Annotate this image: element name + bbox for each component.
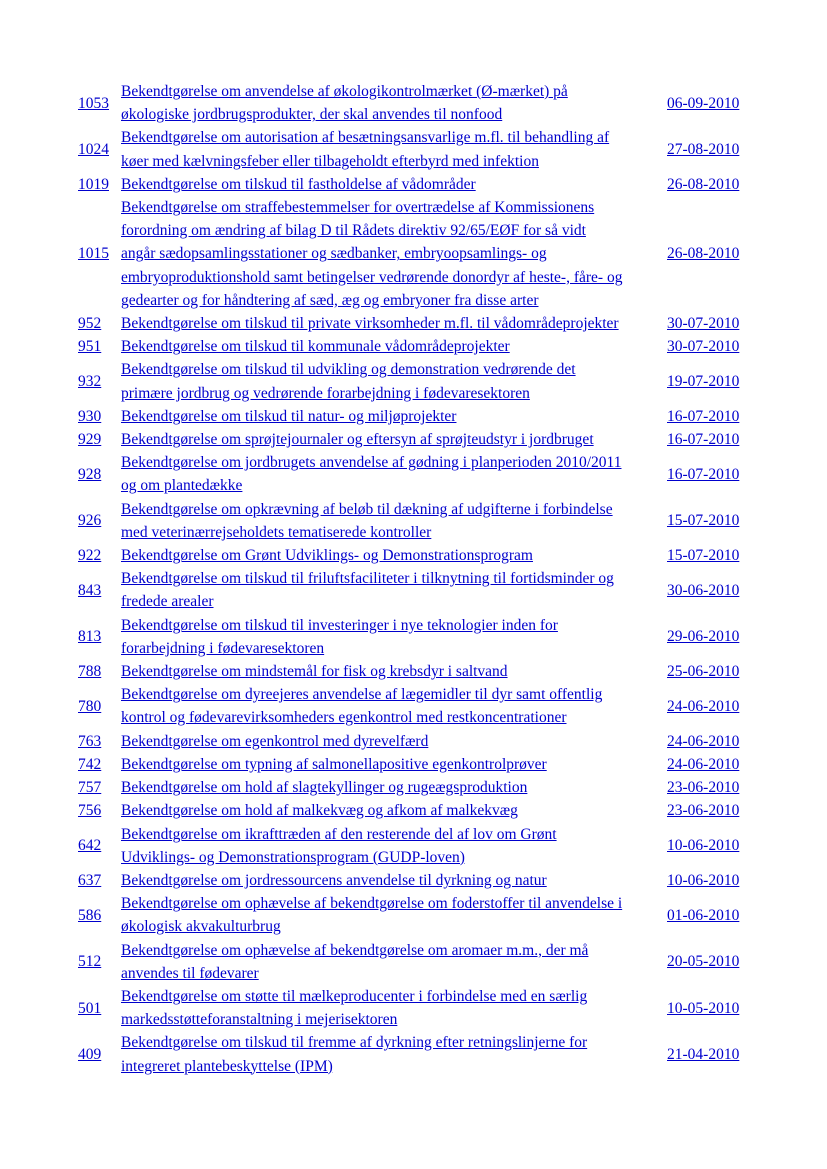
regulation-date-link[interactable]: 20-05-2010	[667, 953, 740, 971]
regulation-number-link[interactable]: 813	[78, 628, 102, 646]
regulation-title-link[interactable]: Bekendtgørelse om sprøjtejournaler og eftersyn af sprøjteudstyr i jordbruget	[121, 431, 594, 449]
regulation-title-link[interactable]: Bekendtgørelse om anvendelse af økologikontrolmærket (Ø-mærket) på økologiske jordbrugsprodukter, der skal anvendes til nonfood	[121, 83, 568, 124]
regulation-number-link[interactable]: 763	[78, 732, 102, 750]
regulation-date-link[interactable]: 06-09-2010	[667, 94, 740, 112]
regulation-title-link[interactable]: Bekendtgørelse om Grønt Udviklings- og Demonstrationsprogram	[121, 547, 533, 565]
regulation-title-link[interactable]: Bekendtgørelse om tilskud til kommunale vådområdeprojekter	[121, 338, 510, 356]
regulation-title-link[interactable]: Bekendtgørelse om tilskud til natur- og miljøprojekter	[121, 407, 457, 425]
regulation-number-link[interactable]: 637	[78, 871, 102, 889]
table-row	[78, 823, 750, 869]
table-row	[78, 173, 750, 196]
regulation-number-link[interactable]: 501	[78, 999, 102, 1017]
regulation-number-link[interactable]: 843	[78, 581, 102, 599]
regulation-title-link[interactable]: Bekendtgørelse om ophævelse af bekendtgørelse om aromaer m.m., der må anvendes til fødevarer	[121, 941, 589, 982]
table-row	[78, 614, 750, 660]
regulation-number-link[interactable]: 926	[78, 512, 102, 530]
table-row	[78, 498, 750, 544]
regulation-number-link[interactable]: 1019	[78, 175, 109, 193]
regulation-title-link[interactable]: Bekendtgørelse om mindstemål for fisk og krebsdyr i saltvand	[121, 663, 508, 681]
regulation-number-link[interactable]: 932	[78, 373, 102, 391]
table-row	[78, 776, 750, 799]
regulations-table-body	[78, 80, 750, 1078]
table-row	[78, 335, 750, 358]
regulation-number-link[interactable]: 586	[78, 906, 102, 924]
regulation-date-link[interactable]: 16-07-2010	[667, 431, 740, 449]
regulation-title-link[interactable]: Bekendtgørelse om egenkontrol med dyrevelfærd	[121, 732, 429, 750]
regulation-number-link[interactable]: 951	[78, 338, 102, 356]
regulation-date-link[interactable]: 27-08-2010	[667, 141, 740, 158]
table-row	[78, 80, 750, 126]
regulation-title-link[interactable]: Bekendtgørelse om tilskud til fremme af dyrkning efter retningslinjerne for integreret plantebeskyttelse (IPM)	[121, 1034, 588, 1075]
regulation-date-link[interactable]: 16-07-2010	[667, 407, 740, 425]
regulation-number-link[interactable]: 757	[78, 779, 102, 797]
regulation-date-link[interactable]: 10-05-2010	[667, 999, 740, 1017]
table-row	[78, 428, 750, 451]
table-row	[78, 451, 750, 497]
regulation-date-link[interactable]: 25-06-2010	[667, 663, 740, 681]
regulation-title-link[interactable]: Bekendtgørelse om tilskud til friluftsfaciliteter i tilknytning til fortidsminder og fredede arealer	[121, 570, 614, 611]
regulation-title-link[interactable]: Bekendtgørelse om dyreejeres anvendelse af lægemidler til dyr samt offentlig kontrol og fødevarevirksomheders egenkontrol med restkoncentrationer	[121, 686, 603, 727]
regulation-title-link[interactable]: Bekendtgørelse om typning af salmonellapositive egenkontrolprøver	[121, 755, 547, 773]
regulation-date-link[interactable]: 10-06-2010	[667, 837, 740, 855]
regulation-title-link[interactable]: Bekendtgørelse om jordressourcens anvendelse til dyrkning og natur	[121, 871, 547, 889]
table-row	[78, 1031, 750, 1077]
table-row	[78, 126, 750, 172]
regulation-date-link[interactable]: 21-04-2010	[667, 1045, 740, 1063]
regulation-number-link[interactable]: 929	[78, 431, 102, 449]
regulation-title-link[interactable]: Bekendtgørelse om tilskud til udvikling og demonstration vedrørende det primære jordbrug og vedrørende forarbejdning i fødevaresektoren	[121, 361, 576, 402]
regulation-number-link[interactable]: 1015	[78, 245, 109, 263]
regulation-title-link[interactable]: Bekendtgørelse om tilskud til fastholdelse af vådområder	[121, 175, 476, 193]
regulation-title-link[interactable]: Bekendtgørelse om straffebestemmelser for overtrædelse af Kommissionens forordning om ændring af bilag D til Rådets direktiv 92/65/EØF for så vidt angår sædopsamlingsstationer og sædbanker, embryoopsamlings- og embryoproduktionshold samt betingelser vedrørende donordyr af heste-, fåre- og gedearter og for håndtering af sæd, æg og embryoner fra disse arter	[121, 199, 623, 309]
regulation-date-link[interactable]: 30-07-2010	[667, 338, 740, 356]
regulation-title-link[interactable]: Bekendtgørelse om støtte til mælkeproducenter i forbindelse med en særlig markedsstøtteforanstaltning i mejerisektoren	[121, 987, 588, 1029]
table-row	[78, 660, 750, 683]
regulations-table	[78, 80, 750, 1078]
regulation-number-link[interactable]: 642	[78, 837, 102, 855]
regulation-title-link[interactable]: Bekendtgørelse om ikrafttræden af den resterende del af lov om Grønt Udviklings- og Demonstrationsprogram (GUDP-loven)	[121, 825, 557, 866]
regulation-title-link[interactable]: Bekendtgørelse om tilskud til private virksomheder m.fl. til vådområdeprojekter	[121, 315, 619, 333]
regulation-number-link[interactable]: 1053	[78, 94, 109, 112]
regulation-date-link[interactable]: 01-06-2010	[667, 906, 740, 924]
table-row	[78, 985, 750, 1031]
table-row	[78, 799, 750, 822]
table-row	[78, 358, 750, 404]
table-row	[78, 683, 750, 729]
regulation-date-link[interactable]: 24-06-2010	[667, 732, 740, 750]
document-page	[78, 80, 750, 1078]
table-row	[78, 939, 750, 985]
regulation-number-link[interactable]: 409	[78, 1045, 102, 1063]
regulation-number-link[interactable]: 512	[78, 953, 102, 971]
regulation-title-link[interactable]: Bekendtgørelse om jordbrugets anvendelse af gødning i planperioden 2010/2011 og om plantedække	[121, 454, 622, 495]
regulation-title-link[interactable]: Bekendtgørelse om autorisation af besætningsansvarlige m.fl. til behandling af køer med kælvningsfeber eller tilbageholdt efterbyrd med infektion	[121, 129, 610, 170]
regulation-number-link[interactable]: 928	[78, 465, 102, 483]
table-row	[78, 869, 750, 892]
regulation-number-link[interactable]: 788	[78, 663, 102, 681]
table-row	[78, 567, 750, 613]
regulation-date-link[interactable]: 24-06-2010	[667, 697, 740, 715]
table-row	[78, 892, 750, 938]
table-row	[78, 753, 750, 776]
regulation-date-link[interactable]: 30-07-2010	[667, 315, 740, 333]
regulation-title-link[interactable]: Bekendtgørelse om tilskud til investeringer i nye teknologier inden for forarbejdning i fødevaresektoren	[121, 616, 558, 657]
regulation-number-link[interactable]: 780	[78, 697, 102, 715]
regulation-date-link[interactable]: 15-07-2010	[667, 512, 740, 530]
regulation-number-link[interactable]: 952	[78, 315, 102, 333]
regulation-date-link[interactable]: 30-06-2010	[667, 581, 740, 599]
regulation-date-link[interactable]: 23-06-2010	[667, 779, 740, 797]
regulation-number-link[interactable]: 1024	[78, 141, 109, 158]
table-row	[78, 196, 750, 312]
regulation-title-link[interactable]: Bekendtgørelse om opkrævning af beløb til dækning af udgifterne i forbindelse med veterinærrejseholdets tematiserede kontroller	[121, 500, 613, 541]
table-row	[78, 730, 750, 753]
table-row	[78, 405, 750, 428]
regulation-title-link[interactable]: Bekendtgørelse om hold af malkekvæg og afkom af malkekvæg	[121, 802, 518, 820]
regulation-date-link[interactable]: 26-08-2010	[667, 245, 740, 263]
regulation-date-link[interactable]: 10-06-2010	[667, 871, 740, 889]
regulation-date-link[interactable]: 23-06-2010	[667, 802, 740, 820]
regulation-date-link[interactable]: 16-07-2010	[667, 465, 740, 483]
regulation-number-link[interactable]: 756	[78, 802, 102, 820]
regulation-date-link[interactable]: 19-07-2010	[667, 373, 740, 391]
table-row	[78, 312, 750, 335]
regulation-title-link[interactable]: Bekendtgørelse om ophævelse af bekendtgørelse om foderstoffer til anvendelse i økologisk akvakulturbrug	[121, 895, 623, 936]
regulation-date-link[interactable]: 15-07-2010	[667, 547, 740, 565]
regulation-number-link[interactable]: 930	[78, 407, 102, 425]
regulation-number-link[interactable]: 922	[78, 547, 102, 565]
regulation-date-link[interactable]: 26-08-2010	[667, 175, 740, 193]
table-row	[78, 544, 750, 567]
regulation-date-link[interactable]: 29-06-2010	[667, 628, 740, 646]
regulation-title-link[interactable]: Bekendtgørelse om hold af slagtekyllinger og rugeægsproduktion	[121, 779, 528, 797]
regulation-date-link[interactable]: 24-06-2010	[667, 755, 740, 773]
regulation-number-link[interactable]: 742	[78, 755, 102, 773]
